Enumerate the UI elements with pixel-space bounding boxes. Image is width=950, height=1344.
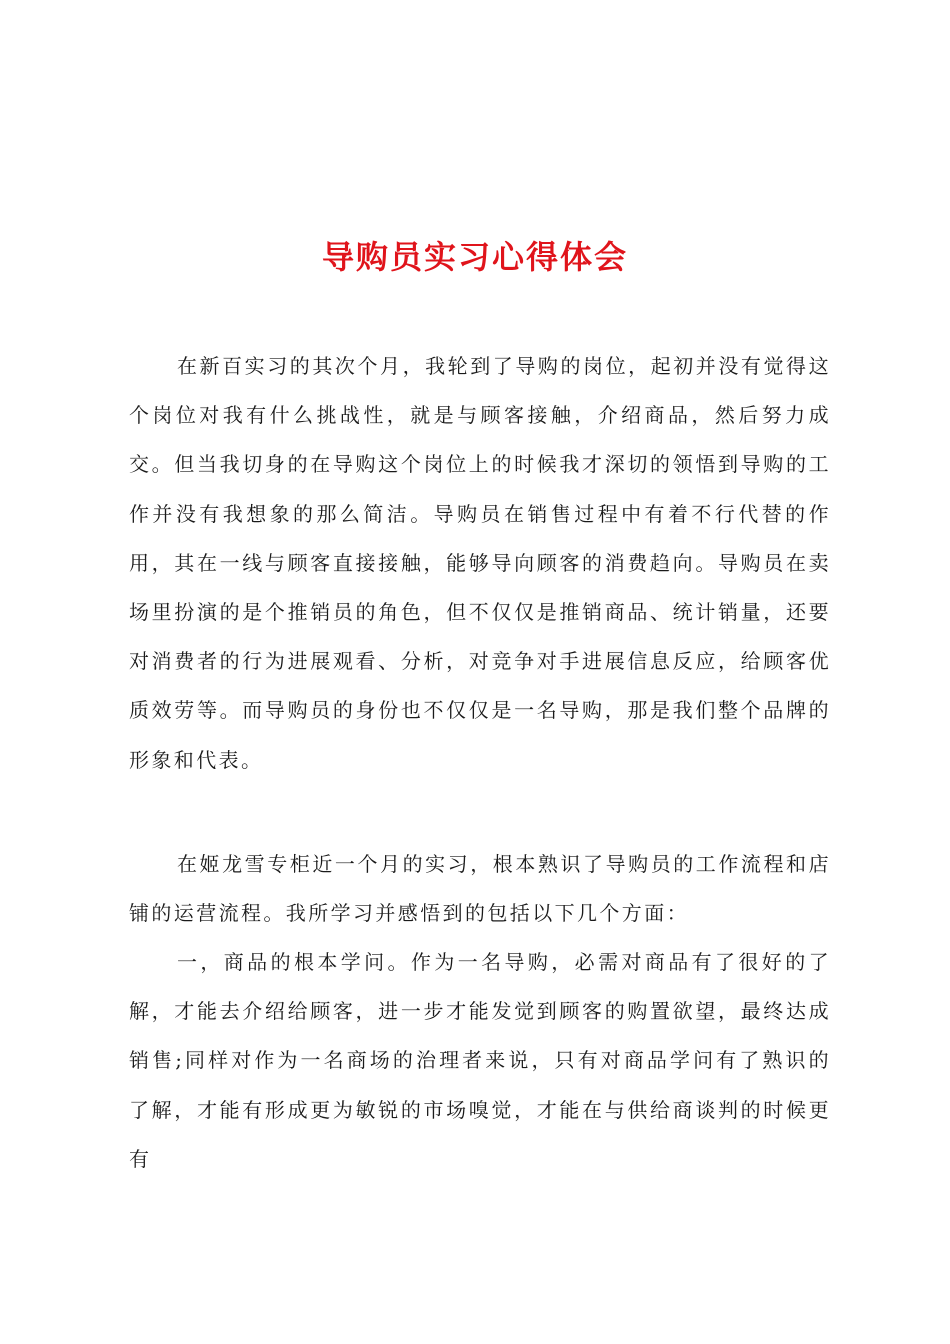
- paragraph-intro: 在新百实习的其次个月，我轮到了导购的岗位，起初并没有觉得这个岗位对我有什么挑战性，就是与顾客接触，介绍商品，然后努力成交。但当我切身的在导购这个岗位上的时候我才深切的领悟到导购的工作并没有我想象的那么简洁。导购员在销售过程中有着不行代替的作用，其在一线与顾客直接接触，能够导向顾客的消费趋向。导购员在卖场里扮演的是个推销员的角色，但不仅仅是推销商品、统计销量，还要对消费者的行为进展观看、分析，对竞争对手进展信息反应，给顾客优质效劳等。而导购员的身份也不仅仅是一名导购，那是我们整个品牌的形象和代表。: [129, 354, 831, 772]
- paragraph-overview: 在姬龙雪专柜近一个月的实习，根本熟识了导购员的工作流程和店铺的运营流程。我所学习并感悟到的包括以下几个方面：: [129, 852, 831, 926]
- document-title: 导购员实习心得体会: [321, 238, 628, 277]
- paragraph-point-one: 一，商品的根本学问。作为一名导购，必需对商品有了很好的了解，才能去介绍给顾客，进一步才能发觉到顾客的购置欲望，最终达成销售;同样对作为一名商场的治理者来说，只有对商品学问有了熟识的了解，才能有形成更为敏锐的市场嗅觉，才能在与供给商谈判的时候更有: [129, 950, 831, 1171]
